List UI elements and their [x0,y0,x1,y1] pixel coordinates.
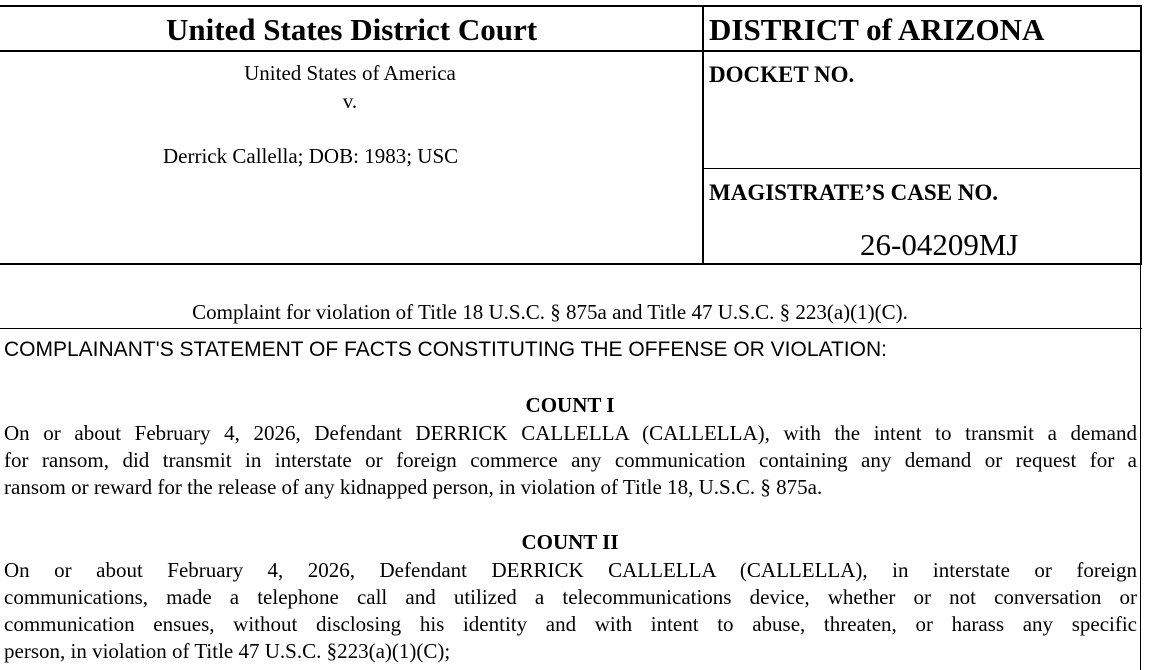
defendant: Derrick Callella; DOB: 1983; USC [163,144,459,168]
magistrate-label: MAGISTRATE’S CASE NO. [709,180,999,205]
district-name: DISTRICT of ARIZONA [709,12,1045,47]
top-rule [0,5,1142,7]
versus: v. [342,89,358,113]
right-border-lower [1140,329,1141,670]
count-1-text [4,420,1137,501]
docket-label: DOCKET NO. [709,62,855,87]
count-1-line-2: for ransom, did transmit in interstate or foreign commerce any communication containing any demand or request for a [4,448,1137,472]
statement-heading: COMPLAINANT'S STATEMENT OF FACTS CONSTITUTING THE OFFENSE OR VIOLATION: [4,338,887,361]
header-rule [0,50,1142,52]
right-border-upper [1140,5,1142,264]
count-1-title: COUNT I [525,393,615,417]
count-2-line-4: person, in violation of Title 47 U.S.C. §223(a)(1)(C); [4,639,451,663]
magistrate-case-number: 26-04209MJ [860,227,1019,262]
complaint-rule [0,328,1142,329]
docket-rule [702,168,1142,169]
count-2-line-3: communication ensues, without disclosing his identity and with intent to abuse, threaten, or harass any specific [4,612,1137,636]
count-2-title: COUNT II [521,530,619,554]
right-border-mid [1140,264,1141,330]
count-1-line-3: ransom or reward for the release of any kidnapped person, in violation of Title 18, U.S.C. § 875a. [4,475,823,499]
count-2-line-2: communications, made a telephone call and utilized a telecommunications device, whether or not conversation or [4,585,1137,609]
court-name: United States District Court [165,12,538,47]
complaint-line: Complaint for violation of Title 18 U.S.C. § 875a and Title 47 U.S.C. § 223(a)(1)(C). [192,300,908,324]
count-2-text [4,557,1137,665]
plaintiff: United States of America [244,61,456,85]
count-1-line-1: On or about February 4, 2026, Defendant DERRICK CALLELLA (CALLELLA), with the intent to transmit a demand [4,421,1137,445]
caption-bottom-rule [0,263,1142,265]
count-2-line-1: On or about February 4, 2026, Defendant DERRICK CALLELLA (CALLELLA), in interstate or foreign [4,558,1137,582]
